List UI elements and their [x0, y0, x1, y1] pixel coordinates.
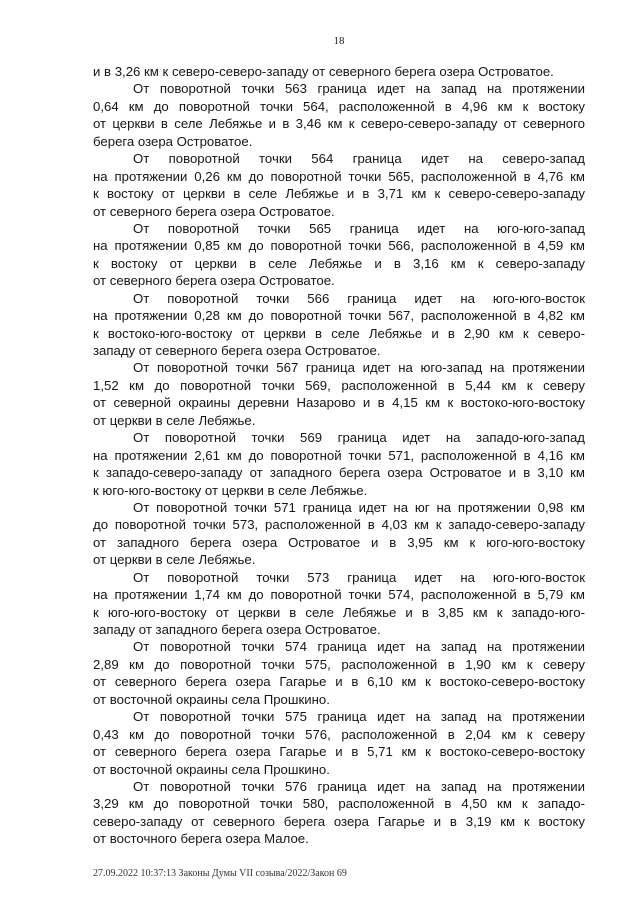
paragraph-line: от северной окраины деревни Назарово и в 4,15 км к востоко-юго-востоку	[93, 395, 585, 411]
paragraph-line: От поворотной точки 565 граница идет на юго-юго-запад	[133, 220, 585, 236]
paragraph-line: от западного берега озера Островатое и в 3,95 км к юго-юго-востоку	[93, 534, 585, 550]
paragraph-line: к востоку от церкви в селе Лебяжье и в 3,16 км к северо-западу	[93, 255, 585, 271]
paragraph-line: От поворотной точки 571 граница идет на юг на протяжении 0,98 км	[133, 499, 585, 515]
paragraph-point-564	[93, 150, 585, 220]
paragraph-line: От поворотной точки 563 граница идет на запад на протяжении	[133, 81, 585, 97]
document-footer: 27.09.2022 10:37:13 Законы Думы VII созыва/2022/Закон 69	[93, 868, 347, 879]
paragraph-line: от церкви в селе Лебяжье.	[93, 552, 256, 568]
paragraph-point-576	[93, 778, 585, 848]
paragraph-line: 1,52 км до поворотной точки 569, расположенной в 5,44 км к северу	[93, 377, 585, 393]
paragraph-line: От поворотной точки 575 граница идет на запад на протяжении	[133, 709, 585, 725]
paragraph-line: до поворотной точки 573, расположенной в 4,03 км к западо-северо-западу	[93, 517, 585, 533]
paragraph-line: 2,89 км до поворотной точки 575, расположенной в 1,90 км к северу	[93, 656, 585, 672]
paragraph-line: от церкви в селе Лебяжье и в 3,46 км к северо-северо-западу от северного	[93, 116, 585, 132]
paragraph-continuation	[93, 63, 585, 80]
paragraph-line: От поворотной точки 564 граница идет на северо-запад	[133, 151, 585, 167]
paragraph-line: берега озера Островатое.	[93, 133, 253, 149]
paragraph-point-574	[93, 638, 585, 708]
paragraph-point-567	[93, 359, 585, 429]
paragraph-line: на протяжении 0,26 км до поворотной точки 565, расположенной в 4,76 км	[93, 168, 585, 184]
paragraph-line: северо-западу от северного берега озера Гагарье и в 3,19 км к востоку	[93, 813, 585, 829]
paragraph-point-563	[93, 80, 585, 150]
paragraph-line: От поворотной точки 574 граница идет на запад на протяжении	[133, 639, 585, 655]
paragraph-point-565	[93, 220, 585, 290]
paragraph-line: к юго-юго-востоку от церкви в селе Лебяжье и в 3,85 км к западо-юго-	[93, 604, 585, 620]
paragraph-line: 3,29 км до поворотной точки 580, расположенной в 4,50 км к западо-	[93, 796, 585, 812]
paragraph-line: от восточного берега озера Малое.	[93, 831, 309, 847]
paragraph-line: От поворотной точки 573 граница идет на юго-юго-восток	[133, 569, 585, 585]
paragraph-line: к западо-северо-западу от западного берега озера Островатое и в 3,10 км	[93, 465, 585, 481]
page-number: 18	[333, 35, 345, 47]
paragraph-line: От поворотной точки 576 граница идет на запад на протяжении	[133, 778, 585, 794]
paragraph-point-573	[93, 569, 585, 639]
paragraph-line: 0,43 км до поворотной точки 576, расположенной в 2,04 км к северу	[93, 726, 585, 742]
paragraph-point-569	[93, 429, 585, 499]
paragraph-line: западу от западного берега озера Островатое.	[93, 622, 381, 637]
paragraph-line: на протяжении 0,28 км до поворотной точки 567, расположенной в 4,82 км	[93, 308, 585, 324]
paragraph-line: От поворотной точки 567 граница идет на юго-запад на протяжении	[133, 360, 585, 376]
document-body	[93, 63, 585, 848]
paragraph-line: западу от северного берега озера Островатое.	[93, 343, 381, 358]
paragraph-line: на протяжении 1,74 км до поворотной точки 574, расположенной в 5,79 км	[93, 587, 585, 603]
paragraph-line: от северного берега озера Островатое.	[93, 273, 335, 289]
paragraph-line: к востоко-юго-востоку от церкви в селе Лебяжье и в 2,90 км к северо-	[93, 325, 585, 341]
paragraph-point-575	[93, 708, 585, 778]
paragraph-line: на протяжении 2,61 км до поворотной точки 571, расположенной в 4,16 км	[93, 447, 585, 463]
paragraph-line: от восточной окраины села Прошкино.	[93, 691, 330, 707]
paragraph-line: к востоку от церкви в селе Лебяжье и в 3,71 км к северо-северо-западу	[93, 186, 585, 202]
paragraph-line: От поворотной точки 566 граница идет на юго-юго-восток	[133, 290, 585, 306]
paragraph-line: на протяжении 0,85 км до поворотной точки 566, расположенной в 4,59 км	[93, 238, 585, 254]
paragraph-line: от церкви в селе Лебяжье.	[93, 412, 256, 428]
paragraph-line: к юго-юго-востоку от церкви в селе Лебяжье.	[93, 482, 368, 498]
paragraph-point-566	[93, 290, 585, 360]
paragraph-line: от северного берега озера Гагарье и в 5,71 км к востоко-северо-востоку	[93, 744, 585, 760]
paragraph-line: и в 3,26 км к северо-северо-западу от северного берега озера Островатое.	[93, 64, 554, 79]
paragraph-line: от северного берега озера Островатое.	[93, 203, 335, 219]
paragraph-line: 0,64 км до поворотной точки 564, расположенной в 4,96 км к востоку	[93, 98, 585, 114]
paragraph-line: от северного берега озера Гагарье и в 6,10 км к востоко-северо-востоку	[93, 674, 585, 690]
paragraph-line: От поворотной точки 569 граница идет на западо-юго-запад	[133, 430, 585, 446]
paragraph-point-571	[93, 499, 585, 569]
paragraph-line: от восточной окраины села Прошкино.	[93, 761, 330, 777]
